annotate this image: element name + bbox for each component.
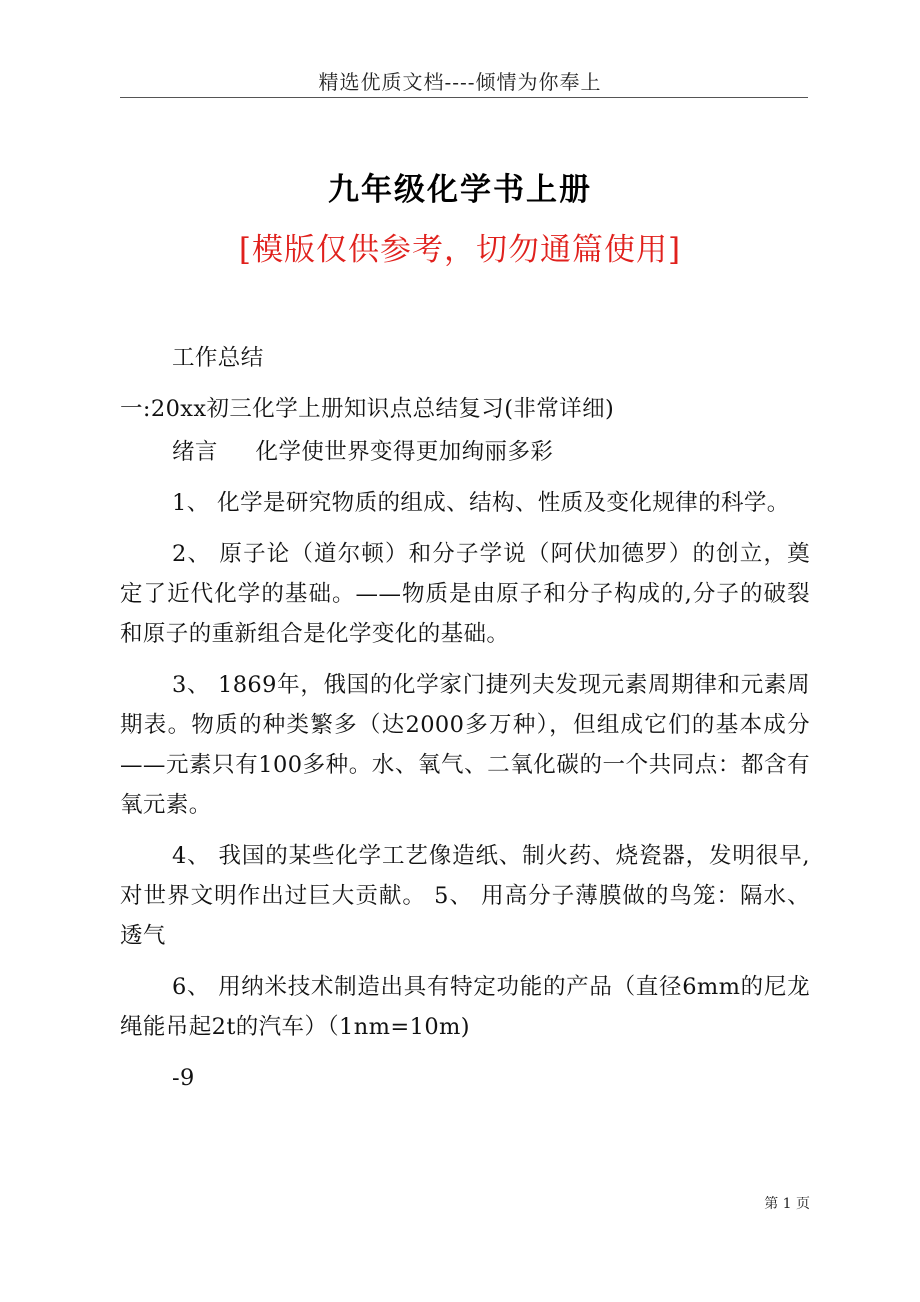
paragraph-section-label: 工作总结 [172, 345, 264, 371]
paragraph-item-2: 2、 原子论（道尔顿）和分子学说（阿伏加德罗）的创立，奠定了近代化学的基础。——物质是由原子和分子构成的,分子的破裂和原子的重新组合是化学变化的基础。 [120, 541, 810, 647]
paragraph-heading: 一:20xx初三化学上册知识点总结复习(非常详细) [120, 396, 615, 422]
document-subtitle: [模版仅供参考，切勿通篇使用] [238, 232, 682, 268]
paragraph-item-1: 1、 化学是研究物质的组成、结构、性质及变化规律的科学。 [172, 490, 790, 516]
paragraph-exponent: -9 [172, 1065, 195, 1091]
document-title: 九年级化学书上册 [328, 172, 592, 208]
paragraph-item-3: 3、 1869年，俄国的化学家门捷列夫发现元素周期律和元素周期表。物质的种类繁多（达2000多万种），但组成它们的基本成分——元素只有100多种。水、氧气、二氧化碳的一个共同点：都含有氧元素。 [120, 672, 810, 818]
paragraph-item-4: 4、 我国的某些化学工艺像造纸、制火药、烧瓷器，发明很早,对世界文明作出过巨大贡献。 5、 用高分子薄膜做的鸟笼：隔水、透气 [120, 843, 810, 949]
paragraph-intro: 绪言 化学使世界变得更加绚丽多彩 [172, 439, 554, 465]
header-text: 精选优质文档----倾情为你奉上 [318, 70, 602, 94]
header-divider [120, 97, 808, 98]
page-number: 第 1 页 [764, 1196, 810, 1212]
paragraph-item-6: 6、 用纳米技术制造出具有特定功能的产品（直径6mm的尼龙绳能吊起2t的汽车）（1nm=10m) [120, 974, 810, 1040]
document-body [120, 338, 810, 1109]
